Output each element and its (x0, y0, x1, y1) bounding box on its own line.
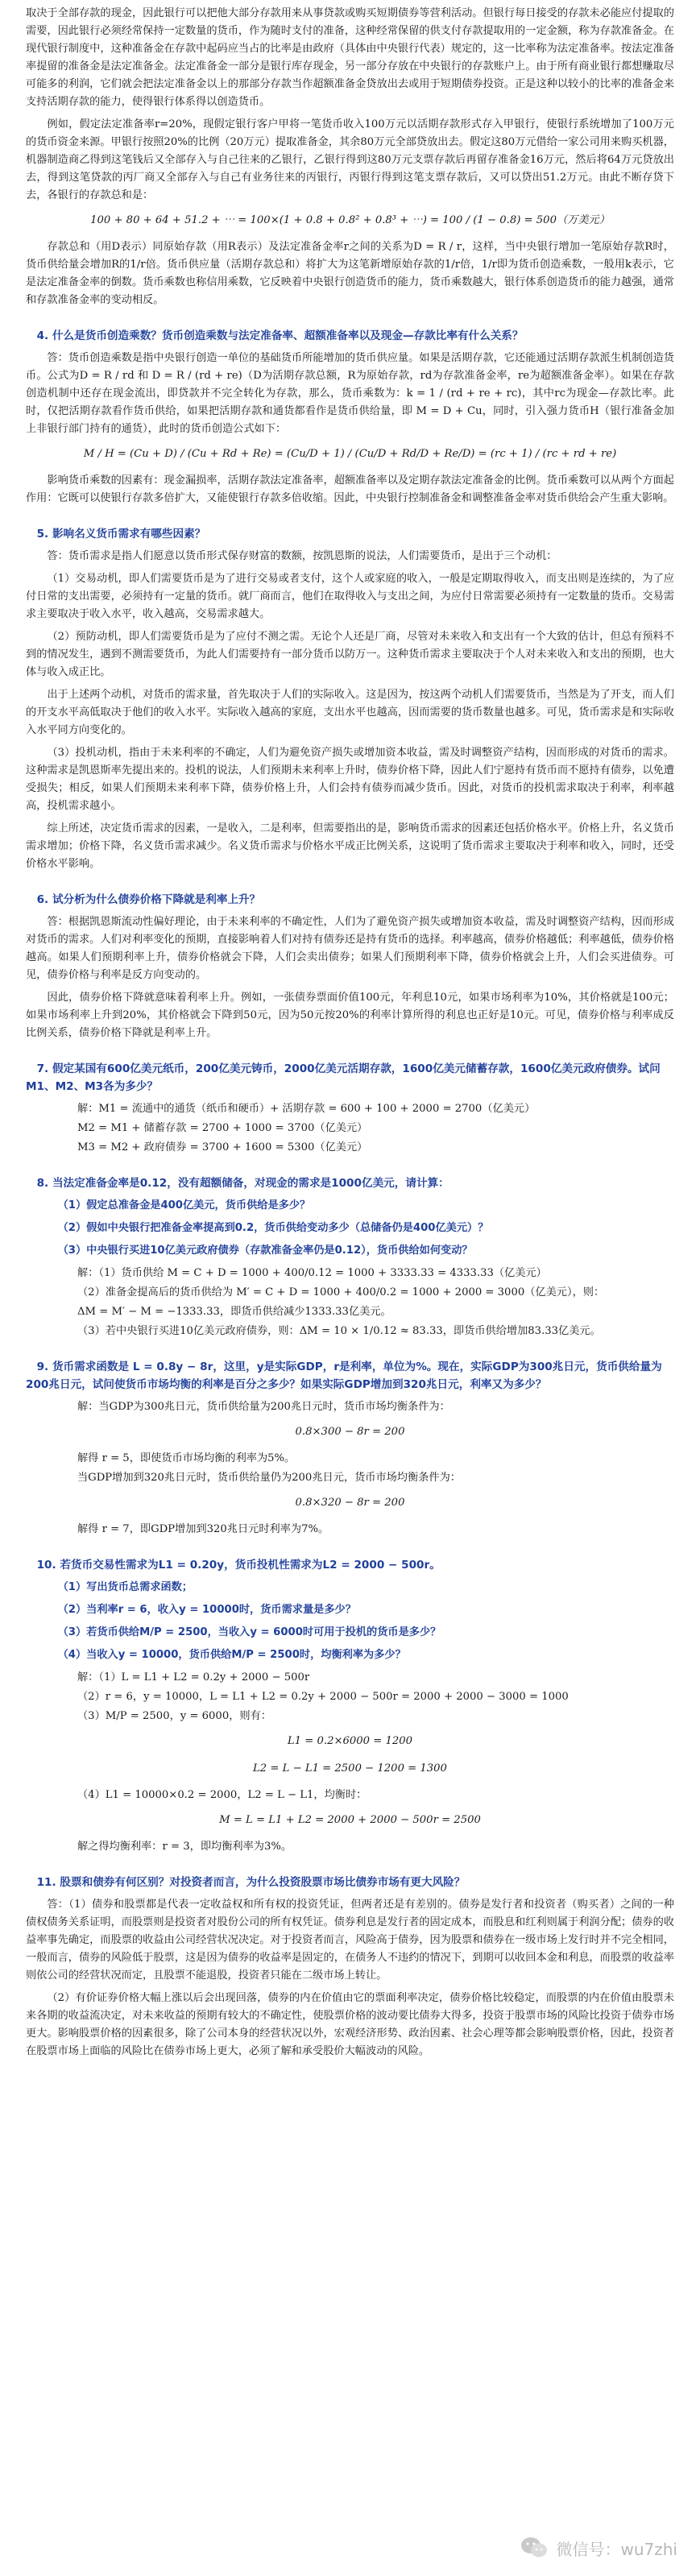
paragraph: （1）交易动机，即人们需要货币是为了进行交易或者支付，这个人或家庭的收入，一般是定期取得收入，而支出则是连续的，为了应付日常的支出需要，必须持有一定量的货币。就厂商而言，他们在取得收入与支出之间，为应付日常需要必须持有一定数量的货币。交易需求主要取决于收入水平，收入越高，交易需求越大。 (26, 573, 674, 620)
solution-line: ΔM = M′ − M = −1333.33，即货币供给减少1333.33亿美元。 (77, 1306, 391, 1318)
solution-line: 解得 r = 5，即使货币市场均衡的利率为5%。 (77, 1452, 296, 1464)
paragraph: （2）有价证券价格大幅上涨以后会出现回落，债券的内在价值由它的票面利率决定，债券价格比较稳定，而股票的内在价值由股票未来各期的收益流决定，对未来收益的预期有较大的不确定性，使股票价格的波动要比债券大得多，投资于股票市场的风险比投资于债券市场更大。影响股票价格的因素很多，除了公司本身的经营状况以外，宏观经济形势、政治因素、社会心理等都会影响股票价格，因此，投资者在股票市场上面临的风险比在债券市场上更大，必须了解和承受股价大幅波动的风险。 (26, 1992, 674, 2057)
formula-money-multiplier: M / H = (Cu + D) / (Cu + Rd + Re) = (Cu/D + 1) / (Cu/D + Rd/D + Re/D) = (rc + 1) / (rc + rd + re) (83, 448, 617, 460)
solution-line: （2）准备金提高后的货币供给为 M′ = C + D = 1000 + 400/0.2 = 1000 + 2000 = 3000（亿美元），则： (77, 1286, 605, 1298)
solution-line: M3 = M2 + 政府债券 = 3700 + 1600 = 5300（亿美元） (77, 1141, 368, 1153)
question-10-subitem: （2）当利率r = 6，收入y = 10000时，货币需求量是多少？ (57, 1604, 356, 1616)
solution-line: （4）L1 = 10000×0.2 = 2000，L2 = L − L1，均衡时： (77, 1789, 367, 1801)
paragraph: 答：根据凯恩斯流动性偏好理论，由于未来利率的不确定性，人们为了避免资产损失或增加资本收益，需及时调整资产结构，因而形成对货币的需求。人们对利率变化的预期，直接影响着人们对持有债券还是持有货币的选择。利率越高，债券价格越低；利率越低，债券价格越高。如果人们预期利率上升，债券价格就会下降，人们会卖出债券；如果人们预期利率下降，债券价格就会上升，人们会买进债券。可见，债券价格与利率是反方向变动的。 (26, 916, 674, 981)
question-10-subitem: （1）写出货币总需求函数； (57, 1581, 193, 1593)
solution-line: （3）若中央银行买进10亿美元政府债券，则：ΔM = 10 × 1/0.12 ≈ 83.33，即货币供给增加83.33亿美元。 (77, 1325, 601, 1337)
paragraph: 答：货币需求是指人们愿意以货币形式保存财富的数额，按凯恩斯的说法，人们需要货币，是出于三个动机： (47, 550, 557, 562)
paragraph: （3）投机动机，指由于未来利率的不确定，人们为避免资产损失或增加资本收益，需及时调整资产结构，因而形成的对货币的需求。这种需求是凯恩斯率先提出来的。投机的说法，人们预期未来利率上升时，债券价格下降，因此人们宁愿持有货币而不愿持有债券，以免遭受损失；相反，如果人们预期未来利率下降，债券价格上升，人们会持有债券而减少货币。因此，对货币的投机需求取决于利率，利率越高，投机需求越小。 (26, 747, 674, 812)
solution-line: 当GDP增加到320兆日元时，货币供给量仍为200兆日元，货币市场均衡条件为： (77, 1472, 461, 1484)
formula-equilibrium: 0.8×320 − 8r = 200 (295, 1497, 405, 1509)
question-5-title: 5. 影响名义货币需求有哪些因素？ (36, 528, 206, 540)
question-7-title: 7. 假定某国有600亿美元纸币，200亿美元铸币，2000亿美元活期存款，1600亿美元储蓄存款，1600亿美元政府债券。试问M1、M2、M3各为多少？ (26, 1062, 661, 1093)
paragraph: （2）预防动机，即人们需要货币是为了应付不测之需。无论个人还是厂商，尽管对未来收入和支出有一个大致的估计，但总有预料不到的情况发生，遇到不测需要货币，为此人们需要持有一部分货币以防万一。这种货币需求主要取决于个人对未来收入和支出的预期，也大体与收入成正比。 (26, 631, 674, 678)
solution-line: 解：当GDP为300兆日元，货币供给量为200兆日元时，货币市场均衡条件为： (77, 1401, 450, 1413)
question-6-title: 6. 试分析为什么债券价格下降就是利率上升？ (36, 893, 261, 906)
formula-line: M = L = L1 + L2 = 2000 + 2000 − 500r = 2500 (219, 1814, 481, 1826)
solution-line: 解得 r = 7，即GDP增加到320兆日元时利率为7%。 (77, 1523, 329, 1535)
question-9-title: 9. 货币需求函数是 L = 0.8y − 8r，这里，y是实际GDP，r是利率，单位为%。现在，实际GDP为300兆日元，货币供给量为200兆日元，试问使货币市场均衡的利率是百分之多少？如果实际GDP增加到320兆日元，利率又为多少？ (26, 1360, 662, 1391)
watermark (520, 2536, 678, 2560)
paragraph: 存款总和（用D表示）同原始存款（用R表示）及法定准备金率r之间的关系为D = R / r，这样，当中央银行增加一笔原始存款R时，货币供给量会增加R的1/r倍。货币供应量（活期存款总和）将扩大为这笔新增原始存款的1/r倍，1/r即为货币创造乘数，一般用k表示，它是法定准备金率的倒数。货币乘数也称信用乘数，它反映着中央银行创造货币的能力，货币乘数越大，银行体系创造货币的能力越强，通常和存款准备金率的变动相反。 (26, 241, 674, 306)
solution-line: （2）r = 6，y = 10000，L = L1 + L2 = 0.2y + 2000 − 500r = 2000 + 2000 − 3000 = 1000 (77, 1691, 569, 1703)
question-8-subitem: （2）假如中央银行把准备金率提高到0.2，货币供给变动多少（总储备仍是400亿美元）？ (57, 1222, 489, 1234)
question-4-title: 4. 什么是货币创造乘数？货币创造乘数与法定准备率、超额准备率以及现金—存款比率有什么关系？ (36, 329, 524, 342)
question-10-title: 10. 若货币交易性需求为L1 = 0.20y，货币投机性需求为L2 = 2000 − 500r。 (36, 1559, 441, 1572)
paragraph: 答：货币创造乘数是指中央银行创造一单位的基础货币所能增加的货币供应量。如果是活期存款，它还能通过活期存款派生机制创造货币。公式为D = R / rd 和 D = R / (rd + re)（D为活期存款总额，R为原始存款，rd为存款准备金率，re为超额准备金率）。如果在存款创造机制中还存在现金流出，即贷款并不完全转化为存款，那么，货币乘数为：k = 1 / (rd + re + rc)，其中rc为现金—存款比率。此时，仅把活期存款看作货币供给，如果把活期存款和通货都看作是货币供给量，即 M = D + Cu，同时，引入强力货币H（银行准备金加上非银行部门持有的通货），此时的货币创造公式如下： (26, 352, 674, 435)
paragraph: 答：（1）债券和股票都是代表一定收益权和所有权的投资凭证，但两者还是有差别的。债券是发行者和投资者（购买者）之间的一种债权债务关系证明，而股票则是投资者对股份公司的所有权凭证。债券利息是发行者的固定成本，而股息和红利则属于利润分配；债券的收益率事先确定，而股票的收益由公司经营状况决定。对于投资者而言，风险高于债券，因为股票和债券在一级市场上发行时并不完全相同，一般而言，债券的风险低于股票，这是因为债券的收益率是固定的，在债务人不违约的情况下，到期可以收回本金和利息，而股票的收益率则依公司的经营状况而定，且股票不能退股，投资者只能在二级市场上转让。 (26, 1899, 674, 1982)
question-10-subitem: （4）当收入y = 10000，货币供给M/P = 2500时，均衡利率为多少？ (57, 1649, 406, 1661)
formula-deposit-sum: 100 + 80 + 64 + 51.2 + ⋯ = 100×(1 + 0.8 + 0.8² + 0.8³ + ⋯) = 100 / (1 − 0.8) = 500（万美元） (90, 214, 610, 226)
formula-equilibrium: 0.8×300 − 8r = 200 (295, 1426, 405, 1438)
question-8-subitem: （1）假定总准备金是400亿美元，货币供给是多少？ (57, 1199, 311, 1211)
paragraph: 例如，假定法定准备率r=20%，现假定银行客户甲将一笔货币收入100万元以活期存款形式存入甲银行，使银行系统增加了100万元的货币资金来源。甲银行按照20%的比例（20万元）提取准备金，其余80万元全部贷放出去。假定这80万元借给一家公司用来购买机器，机器制造商乙得到这笔钱后又全部存入与自己往来的乙银行，乙银行得到这80万元支票存款后再留存准备金16万元，然后将64万元贷放出去，得到这笔贷款的丙厂商又全部存入与自己有业务往来的丙银行，丙银行得到这笔支票存款后，又可以贷出51.2万元。由此不断存贷下去，各银行的存款总和是： (26, 118, 674, 201)
formula-line: L2 = L − L1 = 2500 − 1200 = 1300 (253, 1762, 447, 1775)
solution-line: 解：（1）货币供给 M = C + D = 1000 + 400/0.12 = 1000 + 3333.33 = 4333.33（亿美元） (77, 1267, 547, 1279)
question-10-subitem: （3）若货币供给M/P = 2500，当收入y = 6000时可用于投机的货币是多少？ (57, 1626, 441, 1638)
solution-line: 解：（1）L = L1 + L2 = 0.2y + 2000 − 500r (77, 1671, 310, 1684)
solution-line: 解之得均衡利率：r = 3，即均衡利率为3%。 (77, 1841, 292, 1853)
formula-line: L1 = 0.2×6000 = 1200 (287, 1735, 413, 1747)
solution-line: （3）M/P = 2500，y = 6000，则有： (77, 1710, 271, 1722)
question-8-subitem: （3）中央银行买进10亿美元政府债券（存款准备金率仍是0.12），货币供给如何变动？ (57, 1245, 473, 1257)
paragraph: 影响货币乘数的因素有：现金漏损率，活期存款法定准备率，超额准备率以及定期存款法定准备金的比例。货币乘数可以从两个方面起作用：它既可以使银行存款多倍扩大，又能使银行存款多倍收缩。因此，中央银行控制准备金和调整准备金率对货币供给会产生重大影响。 (26, 474, 674, 504)
paragraph: 综上所述，决定货币需求的因素，一是收入，二是利率，但需要指出的是，影响货币需求的因素还包括价格水平。价格上升，名义货币需求增加；价格下降，名义货币需求减少。名义货币需求与价格水平成正比例关系，这说明了货币需求主要取决于利率和收入，同时，还受价格水平影响。 (26, 822, 674, 870)
question-11-title: 11. 股票和债券有何区别？对投资者而言，为什么投资股票市场比债券市场有更大风险？ (36, 1876, 466, 1889)
solution-line: M2 = M1 + 储蓄存款 = 2700 + 1000 = 3700（亿美元） (77, 1122, 368, 1134)
wechat-icon (520, 2536, 549, 2560)
solution-line: 解：M1 = 流通中的通货（纸币和硬币）+ 活期存款 = 600 + 100 + 2000 = 2700（亿美元） (77, 1103, 536, 1115)
question-8-title: 8. 当法定准备金率是0.12，没有超额储备，对现金的需求是1000亿美元，请计算： (36, 1177, 449, 1190)
paragraph: 取决于全部存款的现金，因此银行可以把他大部分存款用来从事贷款或购买短期债券等营利活动。但银行每日接受的存款未必能应付提取的需要，因此银行必须经常保持一定数量的货币，作为随时支付的准备，这种经常保留的供支付存款提取用的一定金额，称为存款准备金。在现代银行制度中，这种准备金在存款中起码应当占的比率是由政府（具体由中央银行代表）规定的，这一比率称为法定准备率。按法定准备率提留的准备金是法定准备金。法定准备金一部分是银行库存现金，另一部分存放在中央银行的存款账户上。由于所有商业银行都想赚取尽可能多的利润，它们就会把法定准备金以上的那部分存款当作超额准备金贷放出去或用于短期债券投资。正是这种以较小的比率的准备金来支持活期存款的能力，使得银行体系得以创造货币。 (26, 7, 674, 108)
watermark-label: 微信号：wu7zhi (556, 2539, 677, 2559)
paragraph: 出于上述两个动机，对货币的需求量，首先取决于人们的实际收入。这是因为，按这两个动机人们需要货币，当然是为了开支，而人们的开支水平高低取决于他们的收入水平。实际收入越高的家庭，支出水平也越高，因而需要的货币数量也越多。可见，货币需求是和实际收入水平同方向变化的。 (26, 689, 674, 736)
paragraph: 因此，债券价格下降就意味着利率上升。例如，一张债券票面价值100元，年利息10元，如果市场利率为10%，其价格就是100元；如果市场利率上升到20%，其价格就会下降到50元，因为50元按20%的利率计算所得的利息也正好是10元。可见，债券价格与利率成反比例关系，债券价格下降就是利率上升。 (26, 992, 674, 1039)
